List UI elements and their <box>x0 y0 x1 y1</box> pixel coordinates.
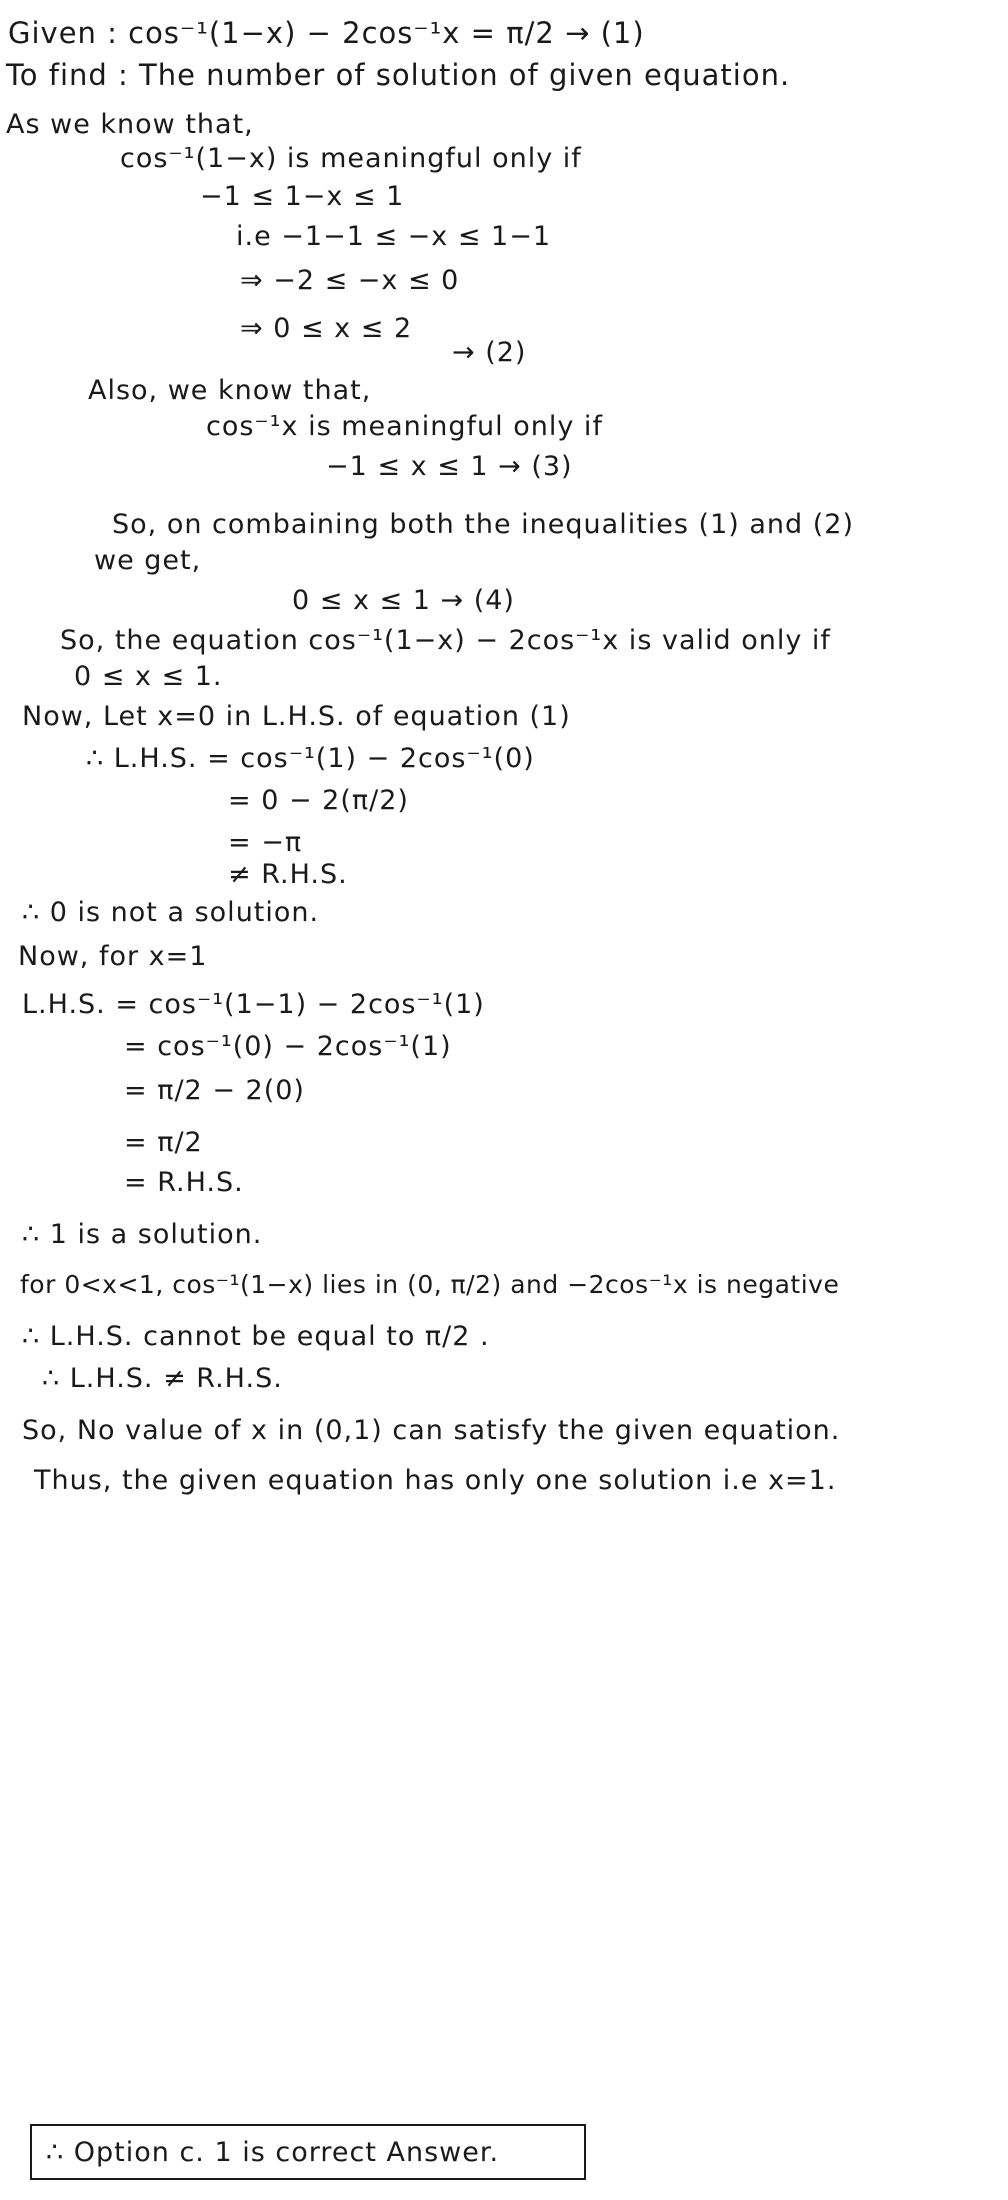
lhs-x0-step-4: ≠ R.H.S. <box>228 859 348 890</box>
equation-ref-2: → (2) <box>452 337 527 368</box>
lhs-x0-step-1: ∴ L.H.S. = cos⁻¹(1) − 2cos⁻¹(0) <box>86 743 535 774</box>
lhs-x0-step-2: = 0 − 2(π/2) <box>228 785 409 816</box>
inequality-3: −1 ≤ x ≤ 1 → (3) <box>326 451 573 482</box>
lhs-x1-step-4: = π/2 <box>124 1127 203 1158</box>
interval-argument-line: for 0<x<1, cos⁻¹(1−x) lies in (0, π/2) and −2cos⁻¹x is negative <box>20 1270 840 1299</box>
we-get-line: we get, <box>94 545 202 576</box>
also-know-line: Also, we know that, <box>88 375 372 406</box>
lhs-x1-step-2: = cos⁻¹(0) − 2cos⁻¹(1) <box>124 1031 452 1062</box>
to-find-line: To find : The number of solution of given equation. <box>6 58 791 92</box>
as-we-know-line: As we know that, <box>6 109 254 140</box>
lhs-x1-step-5: = R.H.S. <box>124 1167 244 1198</box>
cannot-equal-line: ∴ L.H.S. cannot be equal to π/2 . <box>22 1321 490 1352</box>
lhs-x1-step-3: = π/2 − 2(0) <box>124 1075 305 1106</box>
combining-line: So, on combaining both the inequalities (1) and (2) <box>112 509 854 540</box>
meaningful-condition-1: cos⁻¹(1−x) is meaningful only if <box>120 143 582 174</box>
for-x-one-line: Now, for x=1 <box>18 941 208 972</box>
conclusion-line: Thus, the given equation has only one solution i.e x=1. <box>34 1465 837 1496</box>
lhs-neq-rhs-line: ∴ L.H.S. ≠ R.H.S. <box>42 1363 283 1394</box>
given-line: Given : cos⁻¹(1−x) − 2cos⁻¹x = π/2 → (1) <box>8 16 645 50</box>
inequality-step-2: i.e −1−1 ≤ −x ≤ 1−1 <box>236 221 552 252</box>
valid-only-line: So, the equation cos⁻¹(1−x) − 2cos⁻¹x is valid only if <box>60 625 831 656</box>
inequality-4: 0 ≤ x ≤ 1 → (4) <box>292 585 515 616</box>
valid-range-line: 0 ≤ x ≤ 1. <box>74 661 223 692</box>
inequality-step-1: −1 ≤ 1−x ≤ 1 <box>200 181 405 212</box>
zero-not-solution-line: ∴ 0 is not a solution. <box>22 897 320 928</box>
lhs-x1-step-1: L.H.S. = cos⁻¹(1−1) − 2cos⁻¹(1) <box>22 989 485 1020</box>
one-is-solution-line: ∴ 1 is a solution. <box>22 1219 263 1250</box>
meaningful-condition-2: cos⁻¹x is meaningful only if <box>206 411 603 442</box>
answer-box <box>30 2124 586 2180</box>
inequality-step-3: ⇒ −2 ≤ −x ≤ 0 <box>240 265 460 296</box>
inequality-step-4: ⇒ 0 ≤ x ≤ 2 <box>240 313 413 344</box>
final-answer: ∴ Option c. 1 is correct Answer. <box>46 2137 500 2168</box>
lhs-x0-step-3: = −π <box>228 827 303 858</box>
no-value-line: So, No value of x in (0,1) can satisfy the given equation. <box>22 1415 841 1446</box>
let-x-zero-line: Now, Let x=0 in L.H.S. of equation (1) <box>22 701 571 732</box>
